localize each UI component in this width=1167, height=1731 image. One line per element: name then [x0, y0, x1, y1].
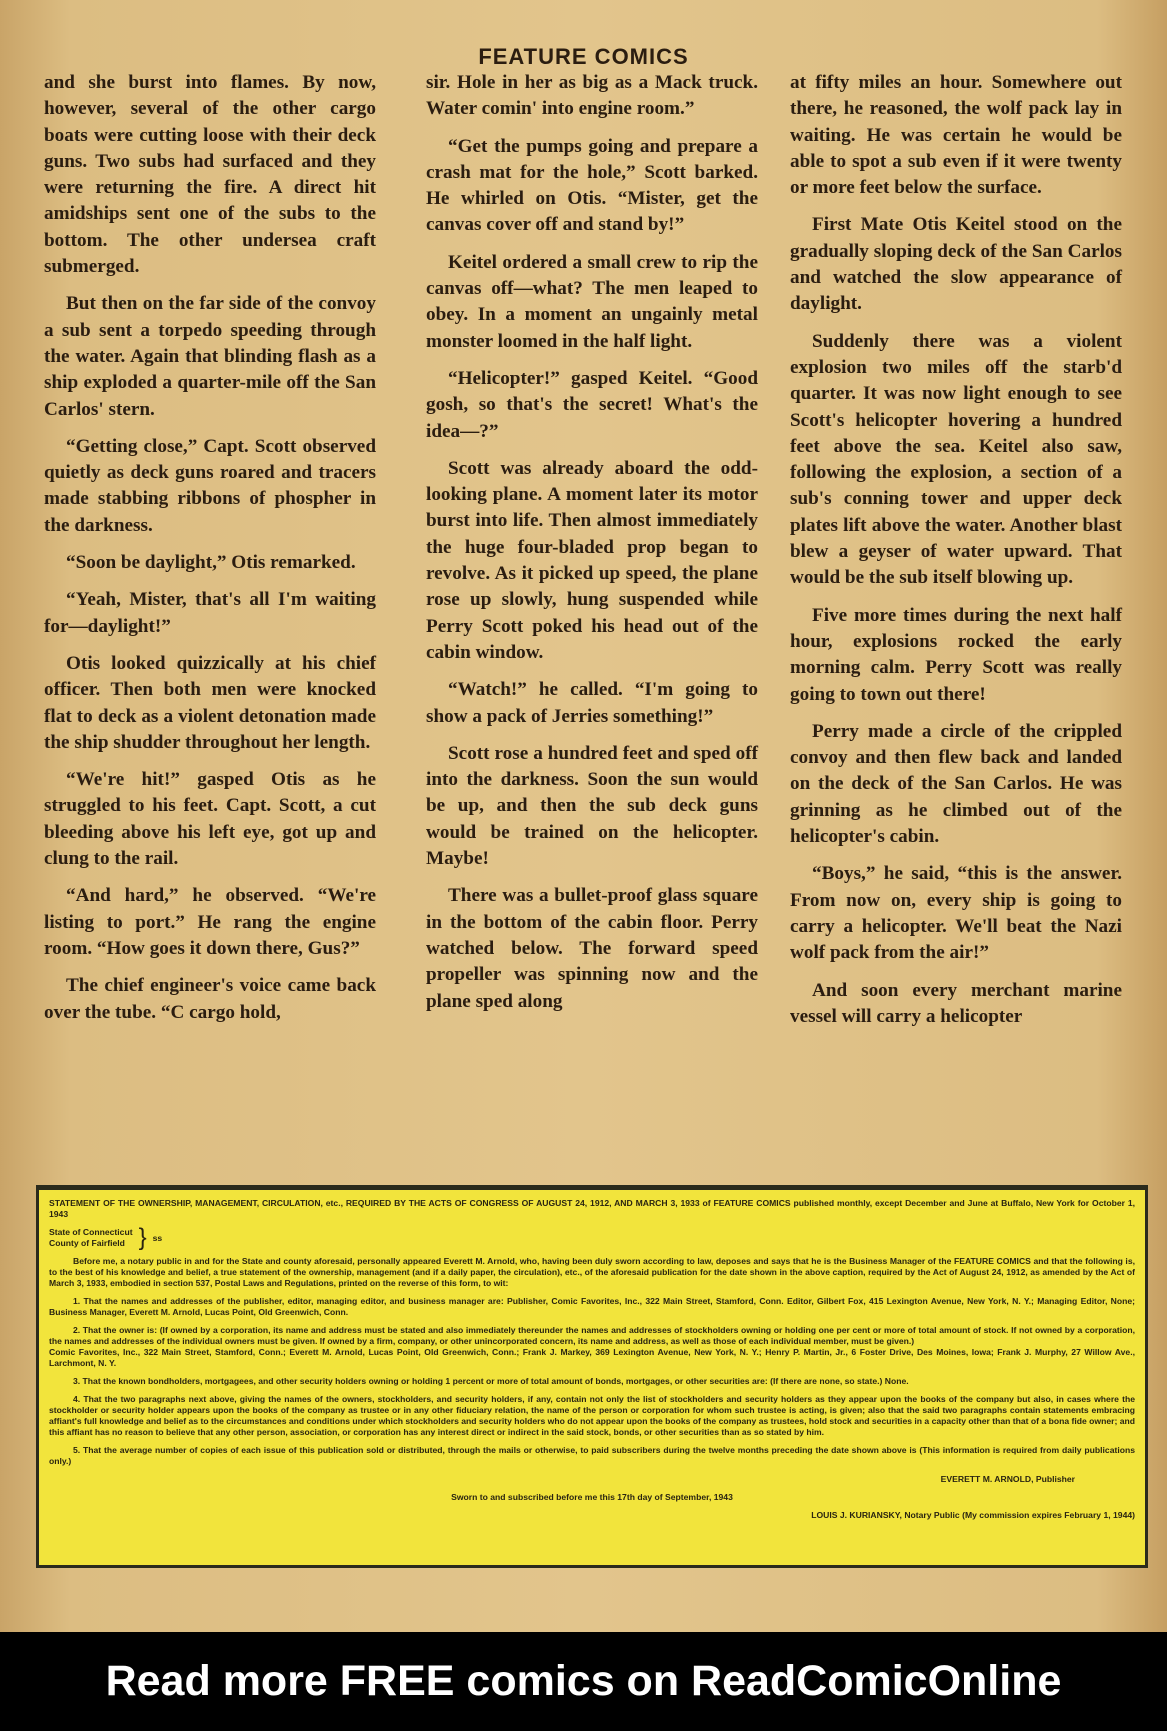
paragraph: “And hard,” he observed. “We're listing to port.” He rang the engine room. “How goes it down there, Gus?”: [44, 885, 376, 959]
paragraph: sir. Hole in her as big as a Mack truck. Water comin' into engine room.”: [426, 72, 758, 120]
paragraph: “Getting close,” Capt. Scott observed quietly as deck guns roared and tracers made stabbing ribbons of phospher in the darkness.: [44, 435, 376, 536]
statement-item-4: 4. That the two paragraphs next above, giving the names of the owners, stockholders, and security holders, if any, contain not only the list of stockholders and security holders as they appear upon the books of the company but also, in cases where the stockholder or security holder appears upon the books of the company as trustee or in any other fiduciary relation, the name of the person or corporation for whom such trustee is acting, is given; also that the said two paragraphs contain statements embracing affiant's full knowledge and belief as to the circumstances and conditions under which stockholders and security holders who do not appear upon the books of the company as trustees, hold stock and securities in a capacity other than that of a bona fide owner; and this affiant has no reason to believe that any other person, association, or corporation has any interest direct or indirect in the said stock, bonds, or other securities than as so stated by him.: [49, 1394, 1135, 1437]
paragraph: “Watch!” he called. “I'm going to show a pack of Jerries something!”: [426, 679, 758, 727]
statement-item-1: 1. That the names and addresses of the publisher, editor, managing editor, and business manager are: Publisher, Comic Favorites, Inc., 322 Main Street, Stamford, Conn. Editor, Gilbert Fox, 415 Lexington Avenue, New York, N. Y.; Managing Editor, None; Business Manager, Everett M. Arnold, Lucas Point, Old Greenwich, Conn.: [49, 1296, 1135, 1317]
paragraph: Perry made a circle of the crippled convoy and then flew back and landed on the deck of the San Carlos. He was grinning as he climbed out of the helicopter's cabin.: [790, 720, 1122, 848]
paragraph: The chief engineer's voice came back over the tube. “C cargo hold,: [44, 975, 376, 1023]
promo-banner-text[interactable]: Read more FREE comics on ReadComicOnline: [105, 1657, 1062, 1705]
text-column-3: [790, 70, 1122, 1041]
text-column-1: [44, 70, 376, 1037]
paragraph: Keitel ordered a small crew to rip the canvas off—what? The men leaped to obey. In a moment an ungainly metal monster loomed in the half light.: [426, 251, 758, 352]
statement-state: State of Connecticut: [49, 1227, 133, 1237]
paragraph: at fifty miles an hour. Somewhere out there, he reasoned, the wolf pack lay in waiting. He was certain he would be able to spot a sub even if it were twenty or more feet below the surface.: [790, 72, 1122, 199]
paragraph: “Yeah, Mister, that's all I'm waiting for—daylight!”: [44, 589, 376, 637]
paragraph: and she burst into flames. By now, however, several of the other cargo boats were cutting loose with their deck guns. Two subs had surfaced and they were returning the fire. A direct hit amidships sent one of the subs to the bottom. The other undersea craft submerged.: [44, 72, 376, 278]
statement-ss: ss: [152, 1232, 163, 1243]
brace-icon: }: [138, 1224, 147, 1251]
statement-item-3: 3. That the known bondholders, mortgagees, and other security holders owning or holding 1 percent or more of total amount of bonds, mortgages, or other securities are: (If there are none, so state.) None.: [73, 1376, 909, 1386]
paragraph: “We're hit!” gasped Otis as he struggled to his feet. Capt. Scott, a cut bleeding above his left eye, got up and clung to the rail.: [44, 769, 376, 870]
paragraph: “Boys,” he said, “this is the answer. From now on, every ship is going to carry a helicopter. We'll beat the Nazi wolf pack from the air!”: [790, 863, 1122, 964]
promo-banner[interactable]: [0, 1632, 1167, 1731]
paragraph: “Helicopter!” gasped Keitel. “Good gosh, so that's the secret! What's the idea—?”: [426, 367, 758, 442]
statement-intro: Before me, a notary public in and for the State and county aforesaid, personally appeared Everett M. Arnold, who, having been duly sworn according to law, deposes and says that he is the Business Manager of the FEATURE COMICS and that the following is, to the best of his knowledge and belief, a true statement of the ownership, management (and if a daily paper, the circulation), etc., of the aforesaid publication for the date shown in the above caption, required by the Act of August 24, 1912, as amended by the Act of March 3, 1933, embodied in section 537, Postal Laws and Regulations, printed on the reverse of this form, to wit:: [49, 1256, 1135, 1288]
statement-sworn: Sworn to and subscribed before me this 17th day of September, 1943: [451, 1492, 733, 1502]
paragraph: First Mate Otis Keitel stood on the gradually sloping deck of the San Carlos and watched the slow appearance of daylight.: [790, 214, 1122, 315]
statement-county: County of Fairfield: [49, 1238, 125, 1248]
paragraph: “Get the pumps going and prepare a crash mat for the hole,” Scott barked. He whirled on Otis. “Mister, get the canvas cover off and stand by!”: [426, 135, 758, 236]
paragraph: Scott was already aboard the odd-looking plane. A moment later its motor burst into life. Then almost immediately the huge four-bladed prop began to revolve. As it picked up speed, the plane rose up slowly, hung suspended while Perry Scott poked his head out of the cabin window.: [426, 457, 758, 663]
statement-title: STATEMENT OF THE OWNERSHIP, MANAGEMENT, CIRCULATION, etc., REQUIRED BY THE ACTS OF CONGRESS OF AUGUST 24, 1912, AND MARCH 3, 1933 of FEATURE COMICS published monthly, except December and June at Buffalo, New York for October 1, 1943: [49, 1198, 1135, 1219]
statement-jurisdiction: [49, 1224, 1135, 1251]
paragraph: Suddenly there was a violent explosion two miles off the starb'd quarter. It was now light enough to see Scott's helicopter hovering a hundred feet above the sea. Keitel also saw, following the explosion, a section of a sub's conning tower and upper deck plates lift above the water. Another blast blew a geyser of water upward. That would be the sub itself blowing up.: [790, 330, 1122, 589]
statement-signature: EVERETT M. ARNOLD, Publisher: [940, 1474, 1075, 1484]
page-header-title: FEATURE COMICS: [478, 44, 689, 69]
paragraph: But then on the far side of the convoy a sub sent a torpedo speeding through the water. Again that blinding flash as a ship exploded a quarter-mile off the San Carlos' stern.: [44, 293, 376, 420]
text-column-2: [426, 70, 758, 1026]
paragraph: Scott rose a hundred feet and sped off into the darkness. Soon the sun would be up, and then the sub deck guns would be trained on the helicopter. Maybe!: [426, 742, 758, 870]
paragraph: And soon every merchant marine vessel will carry a helicopter: [790, 979, 1122, 1027]
statement-item-2-owners: Comic Favorites, Inc., 322 Main Street, Stamford, Conn.; Everett M. Arnold, Lucas Point, Old Greenwich, Conn.; Frank J. Markey, 369 Lexington Avenue, New York, N. Y.; Henry P. Martin, Jr., 6 Foster Drive, Des Moines, Iowa; Frank J. Murphy, 27 Willow Ave., Larchmont, N. Y.: [49, 1347, 1135, 1368]
statement-notary: LOUIS J. KURIANSKY, Notary Public (My commission expires February 1, 1944): [811, 1510, 1135, 1520]
ownership-statement-box: [36, 1185, 1148, 1568]
paragraph: There was a bullet-proof glass square in the bottom of the cabin floor. Perry watched below. The forward speed propeller was spinning now and the plane sped along: [426, 885, 758, 1012]
paragraph: Otis looked quizzically at his chief officer. Then both men were knocked flat to deck as a violent detonation made the ship shudder throughout her length.: [44, 652, 376, 753]
statement-item-2: 2. That the owner is: (If owned by a corporation, its name and address must be stated and also immediately thereunder the names and addresses of stockholders owning or holding one per cent or more of total amount of stock. If not owned by a corporation, the names and addresses of the individual owners must be given. If owned by a firm, company, or other unincorporated concern, its name and address, as well as those of each individual member, must be given.): [49, 1325, 1135, 1346]
paragraph: Five more times during the next half hour, explosions rocked the early morning calm. Perry Scott was really going to town out there!: [790, 604, 1122, 705]
statement-item-5: 5. That the average number of copies of each issue of this publication sold or distributed, through the mails or otherwise, to paid subscribers during the twelve months preceding the date shown above is (This information is required from daily publications only.): [49, 1445, 1135, 1466]
paragraph: “Soon be daylight,” Otis remarked.: [66, 552, 356, 574]
